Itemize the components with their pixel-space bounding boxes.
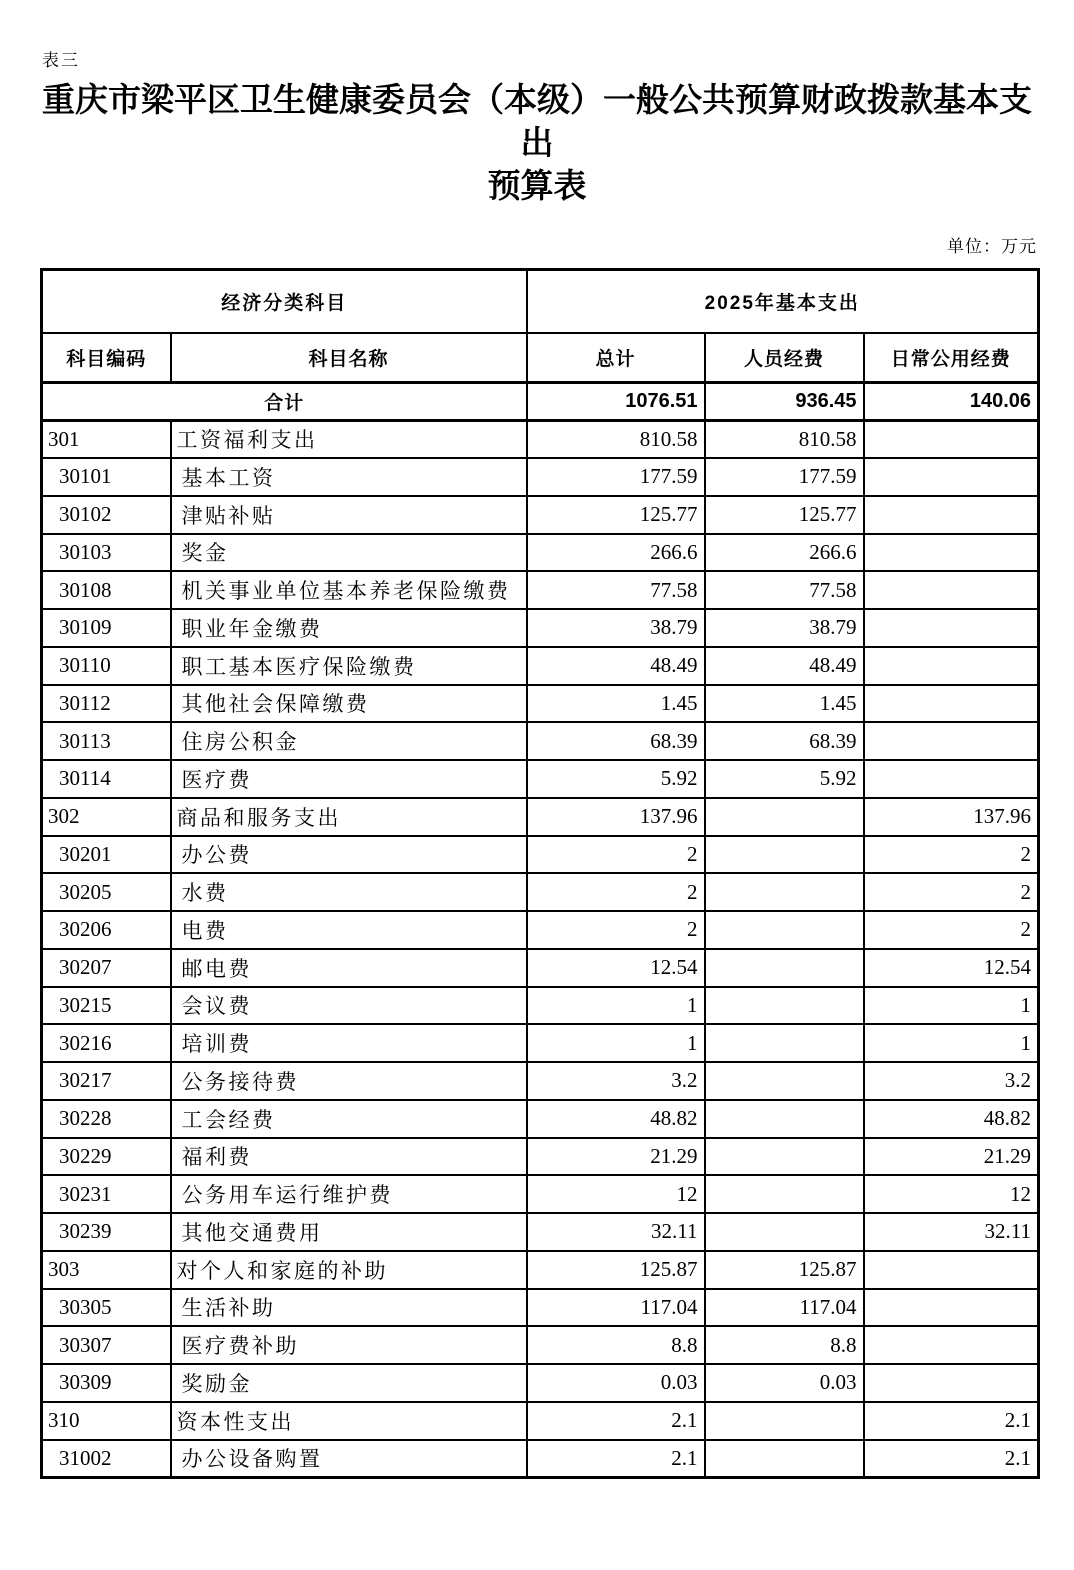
unit-label: 单位：万元: [947, 237, 1037, 256]
cell-daily: 2: [864, 836, 1039, 874]
cell-code: 30231: [42, 1175, 171, 1213]
cell-personnel: 8.8: [705, 1326, 864, 1364]
table-row: [42, 420, 1039, 458]
cell-personnel: 177.59: [705, 458, 864, 496]
cell-name: 资本性支出: [171, 1402, 527, 1440]
table-row: [42, 609, 1039, 647]
cell-total: 32.11: [527, 1213, 705, 1251]
cell-total: 1.45: [527, 685, 705, 723]
total-value-personnel: 936.45: [705, 383, 864, 421]
cell-code: 30109: [42, 609, 171, 647]
table-row: [42, 1289, 1039, 1327]
cell-total: 1: [527, 1024, 705, 1062]
cell-name: 住房公积金: [171, 722, 527, 760]
table-row: [42, 873, 1039, 911]
cell-code: 30207: [42, 949, 171, 987]
cell-name: 职业年金缴费: [171, 609, 527, 647]
cell-daily: [864, 1364, 1039, 1402]
cell-name: 福利费: [171, 1138, 527, 1176]
page-title: 重庆市梁平区卫生健康委员会（本级）一般公共预算财政拨款基本支出: [42, 83, 1032, 162]
cell-total: 12.54: [527, 949, 705, 987]
cell-name: 邮电费: [171, 949, 527, 987]
cell-personnel: [705, 1213, 864, 1251]
budget-table: [40, 268, 1040, 1479]
cell-daily: 48.82: [864, 1100, 1039, 1138]
cell-total: 2.1: [527, 1402, 705, 1440]
cell-daily: 2: [864, 911, 1039, 949]
cell-total: 48.49: [527, 647, 705, 685]
table-row: [42, 911, 1039, 949]
cell-total: 5.92: [527, 760, 705, 798]
cell-daily: [864, 458, 1039, 496]
cell-name: 机关事业单位基本养老保险缴费: [171, 571, 527, 609]
cell-personnel: [705, 1402, 864, 1440]
cell-daily: [864, 1326, 1039, 1364]
cell-code: 30216: [42, 1024, 171, 1062]
cell-total: 8.8: [527, 1326, 705, 1364]
cell-code: 30305: [42, 1289, 171, 1327]
cell-daily: [864, 534, 1039, 572]
cell-daily: [864, 647, 1039, 685]
table-row: [42, 685, 1039, 723]
cell-daily: 3.2: [864, 1062, 1039, 1100]
cell-name: 奖励金: [171, 1364, 527, 1402]
cell-personnel: 5.92: [705, 760, 864, 798]
cell-personnel: 117.04: [705, 1289, 864, 1327]
cell-total: 125.87: [527, 1251, 705, 1289]
cell-daily: [864, 571, 1039, 609]
cell-personnel: [705, 987, 864, 1025]
header-2025-basic-expenditure: 2025年基本支出: [527, 270, 1039, 333]
cell-personnel: [705, 949, 864, 987]
cell-code: 30110: [42, 647, 171, 685]
cell-code: 30307: [42, 1326, 171, 1364]
cell-daily: [864, 685, 1039, 723]
total-value-total: 1076.51: [527, 383, 705, 421]
cell-code: 30103: [42, 534, 171, 572]
cell-name: 医疗费补助: [171, 1326, 527, 1364]
cell-daily: 137.96: [864, 798, 1039, 836]
cell-name: 医疗费: [171, 760, 527, 798]
table-row: [42, 458, 1039, 496]
cell-code: 31002: [42, 1440, 171, 1478]
cell-total: 68.39: [527, 722, 705, 760]
cell-code: 30102: [42, 496, 171, 534]
cell-daily: [864, 496, 1039, 534]
cell-name: 培训费: [171, 1024, 527, 1062]
cell-daily: [864, 722, 1039, 760]
table-row: [42, 1138, 1039, 1176]
cell-code: 30239: [42, 1213, 171, 1251]
total-row: [42, 383, 1039, 421]
table-row: [42, 1062, 1039, 1100]
column-header-row: [42, 333, 1039, 383]
cell-name: 电费: [171, 911, 527, 949]
cell-code: 30114: [42, 760, 171, 798]
cell-total: 38.79: [527, 609, 705, 647]
cell-total: 1: [527, 987, 705, 1025]
cell-name: 工资福利支出: [171, 420, 527, 458]
cell-name: 公务用车运行维护费: [171, 1175, 527, 1213]
cell-name: 生活补助: [171, 1289, 527, 1327]
cell-name: 其他交通费用: [171, 1213, 527, 1251]
cell-code: 30206: [42, 911, 171, 949]
cell-personnel: 38.79: [705, 609, 864, 647]
cell-total: 177.59: [527, 458, 705, 496]
cell-name: 水费: [171, 873, 527, 911]
cell-total: 48.82: [527, 1100, 705, 1138]
cell-personnel: 48.49: [705, 647, 864, 685]
cell-daily: [864, 1251, 1039, 1289]
cell-code: 302: [42, 798, 171, 836]
cell-total: 125.77: [527, 496, 705, 534]
cell-code: 30228: [42, 1100, 171, 1138]
table-row: [42, 1251, 1039, 1289]
cell-code: 30101: [42, 458, 171, 496]
page: [0, 50, 1074, 1570]
cell-code: 30113: [42, 722, 171, 760]
cell-code: 30201: [42, 836, 171, 874]
unit-row: [40, 236, 1037, 258]
cell-total: 266.6: [527, 534, 705, 572]
cell-personnel: [705, 836, 864, 874]
table-row: [42, 571, 1039, 609]
cell-daily: 1: [864, 987, 1039, 1025]
cell-daily: 2.1: [864, 1440, 1039, 1478]
cell-personnel: [705, 1024, 864, 1062]
column-header-name: 科目名称: [171, 333, 527, 383]
table-row: [42, 722, 1039, 760]
cell-daily: [864, 1289, 1039, 1327]
cell-name: 办公费: [171, 836, 527, 874]
table-row: [42, 1440, 1039, 1478]
table-row: [42, 987, 1039, 1025]
table-row: [42, 1364, 1039, 1402]
cell-total: 21.29: [527, 1138, 705, 1176]
cell-personnel: 266.6: [705, 534, 864, 572]
group-header-row: [42, 270, 1039, 333]
cell-daily: [864, 420, 1039, 458]
table-row: [42, 760, 1039, 798]
cell-personnel: 68.39: [705, 722, 864, 760]
cell-code: 30112: [42, 685, 171, 723]
cell-total: 3.2: [527, 1062, 705, 1100]
cell-total: 0.03: [527, 1364, 705, 1402]
cell-personnel: [705, 1440, 864, 1478]
cell-code: 310: [42, 1402, 171, 1440]
cell-name: 基本工资: [171, 458, 527, 496]
cell-name: 公务接待费: [171, 1062, 527, 1100]
cell-personnel: 1.45: [705, 685, 864, 723]
cell-code: 301: [42, 420, 171, 458]
cell-total: 77.58: [527, 571, 705, 609]
cell-personnel: [705, 1175, 864, 1213]
cell-daily: 2.1: [864, 1402, 1039, 1440]
table-header: [42, 270, 1039, 383]
column-header-personnel: 人员经费: [705, 333, 864, 383]
cell-daily: 21.29: [864, 1138, 1039, 1176]
cell-code: 30205: [42, 873, 171, 911]
cell-personnel: [705, 873, 864, 911]
cell-daily: [864, 760, 1039, 798]
cell-personnel: [705, 911, 864, 949]
cell-code: 30309: [42, 1364, 171, 1402]
cell-personnel: [705, 1138, 864, 1176]
table-row: [42, 1024, 1039, 1062]
cell-total: 810.58: [527, 420, 705, 458]
cell-daily: [864, 609, 1039, 647]
total-label: 合计: [42, 383, 527, 421]
cell-code: 30108: [42, 571, 171, 609]
cell-personnel: 810.58: [705, 420, 864, 458]
table-row: [42, 1100, 1039, 1138]
cell-daily: 1: [864, 1024, 1039, 1062]
cell-code: 30215: [42, 987, 171, 1025]
table-body: [42, 383, 1039, 1478]
cell-name: 会议费: [171, 987, 527, 1025]
cell-daily: 32.11: [864, 1213, 1039, 1251]
cell-name: 奖金: [171, 534, 527, 572]
cell-name: 津贴补贴: [171, 496, 527, 534]
column-header-code: 科目编码: [42, 333, 171, 383]
cell-total: 2: [527, 873, 705, 911]
cell-name: 其他社会保障缴费: [171, 685, 527, 723]
column-header-daily: 日常公用经费: [864, 333, 1039, 383]
table-row: [42, 534, 1039, 572]
page-subtitle: 预算表: [487, 169, 587, 205]
table-row: [42, 1175, 1039, 1213]
cell-name: 对个人和家庭的补助: [171, 1251, 527, 1289]
cell-name: 工会经费: [171, 1100, 527, 1138]
cell-total: 137.96: [527, 798, 705, 836]
document-tag: 表三: [42, 51, 80, 70]
column-header-total: 总计: [527, 333, 705, 383]
table-row: [42, 1326, 1039, 1364]
cell-daily: 12.54: [864, 949, 1039, 987]
cell-total: 12: [527, 1175, 705, 1213]
header-economic-classification: 经济分类科目: [42, 270, 527, 333]
cell-personnel: 125.77: [705, 496, 864, 534]
cell-total: 2.1: [527, 1440, 705, 1478]
cell-code: 303: [42, 1251, 171, 1289]
cell-total: 117.04: [527, 1289, 705, 1327]
cell-personnel: 77.58: [705, 571, 864, 609]
table-row: [42, 1213, 1039, 1251]
cell-name: 办公设备购置: [171, 1440, 527, 1478]
table-row: [42, 949, 1039, 987]
cell-total: 2: [527, 836, 705, 874]
cell-daily: 2: [864, 873, 1039, 911]
cell-personnel: 0.03: [705, 1364, 864, 1402]
cell-personnel: [705, 1100, 864, 1138]
cell-total: 2: [527, 911, 705, 949]
table-row: [42, 798, 1039, 836]
total-value-daily: 140.06: [864, 383, 1039, 421]
table-row: [42, 647, 1039, 685]
cell-code: 30217: [42, 1062, 171, 1100]
cell-personnel: [705, 798, 864, 836]
cell-daily: 12: [864, 1175, 1039, 1213]
cell-personnel: 125.87: [705, 1251, 864, 1289]
cell-name: 职工基本医疗保险缴费: [171, 647, 527, 685]
table-row: [42, 496, 1039, 534]
table-row: [42, 836, 1039, 874]
cell-name: 商品和服务支出: [171, 798, 527, 836]
table-row: [42, 1402, 1039, 1440]
cell-personnel: [705, 1062, 864, 1100]
cell-code: 30229: [42, 1138, 171, 1176]
